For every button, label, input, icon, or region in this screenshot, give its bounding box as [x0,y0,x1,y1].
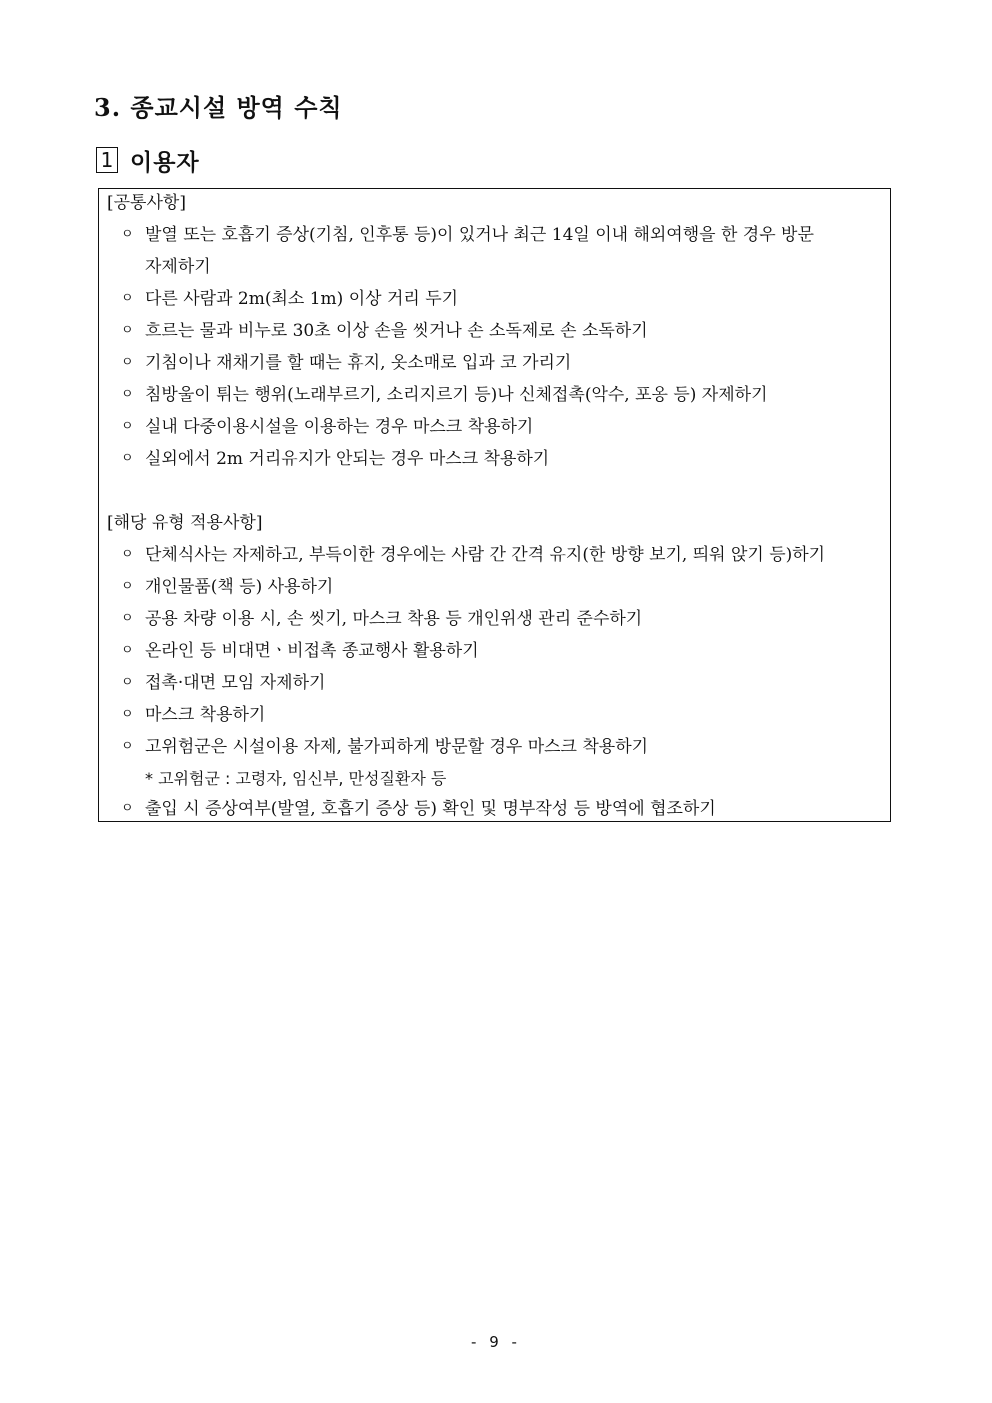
list-item: 접촉·대면 모임 자제하기 [145,673,326,693]
list-item: 공용 차량 이용 시, 손 씻기, 마스크 착용 등 개인위생 관리 준수하기 [145,609,643,629]
subsection-title: 이용자 [130,148,200,176]
list-item: 침방울이 튀는 행위(노래부르기, 소리지르기 등)나 신체접촉(악수, 포옹 등) 자제하기 [145,385,768,405]
bullet-icon: ㅇ [121,419,134,434]
bullet-icon: ㅇ [121,579,134,594]
bullet-icon: ㅇ [121,387,134,402]
list-item: 흐르는 물과 비누로 30초 이상 손을 씻거나 손 소독제로 손 소독하기 [145,321,648,341]
list-item: 다른 사람과 2m(최소 1m) 이상 거리 두기 [145,289,459,309]
list-item: 고위험군은 시설이용 자제, 불가피하게 방문할 경우 마스크 착용하기 [145,737,649,757]
list-item: 단체식사는 자제하고, 부득이한 경우에는 사람 간 간격 유지(한 방향 보기, 띄워 앉기 등)하기 [145,545,826,565]
bullet-icon: ㅇ [121,291,134,306]
bullet-icon: ㅇ [121,547,134,562]
bullet-icon: ㅇ [121,611,134,626]
list-item: 실내 다중이용시설을 이용하는 경우 마스크 착용하기 [145,417,534,437]
specific-heading: [해당 유형 적용사항] [107,513,263,533]
bullet-icon: ㅇ [121,643,134,658]
list-item-continuation: 자제하기 [145,257,211,277]
subsection-number-box: 1 [96,147,118,173]
section-title: 3. 종교시설 방역 수칙 [94,93,343,122]
subsection-header [96,144,200,176]
list-item: 실외에서 2m 거리유지가 안되는 경우 마스크 착용하기 [145,449,550,469]
bullet-icon: ㅇ [121,323,134,338]
bullet-icon: ㅇ [121,451,134,466]
list-item: 출입 시 증상여부(발열, 호흡기 증상 등) 확인 및 명부작성 등 방역에 협조하기 [145,799,716,819]
bullet-icon: ㅇ [121,707,134,722]
high-risk-note: * 고위험군 : 고령자, 임신부, 만성질환자 등 [145,769,447,788]
page-number: - 9 - [471,1333,521,1351]
list-item: 기침이나 재채기를 할 때는 휴지, 옷소매로 입과 코 가리기 [145,353,572,373]
bullet-icon: ㅇ [121,227,134,242]
bullet-icon: ㅇ [121,355,134,370]
bullet-icon: ㅇ [121,675,134,690]
list-item: 개인물품(책 등) 사용하기 [145,577,334,597]
guidelines-box [98,188,891,822]
common-heading: [공통사항] [107,193,186,213]
list-item: 마스크 착용하기 [145,705,266,725]
bullet-icon: ㅇ [121,739,134,754]
bullet-icon: ㅇ [121,801,134,816]
list-item: 발열 또는 호흡기 증상(기침, 인후통 등)이 있거나 최근 14일 이내 해외여행을 한 경우 방문 [145,225,814,245]
list-item: 온라인 등 비대면ㆍ비접촉 종교행사 활용하기 [145,641,479,661]
